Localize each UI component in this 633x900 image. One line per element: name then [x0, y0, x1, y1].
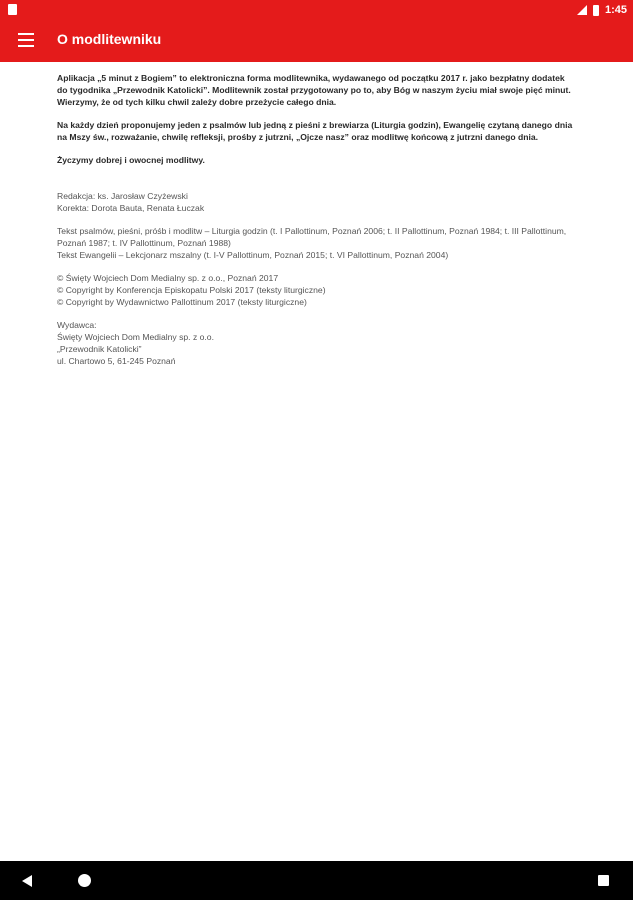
notification-icon: [8, 4, 17, 15]
recent-apps-icon[interactable]: [598, 875, 609, 886]
copyright-line: © Copyright by Konferencja Episkopatu Polski 2017 (teksty liturgiczne): [57, 285, 326, 295]
app-bar: [0, 20, 633, 62]
copyright-block: [57, 272, 577, 308]
sources-block: [57, 225, 577, 261]
navigation-bar: [0, 861, 633, 900]
battery-icon: [593, 5, 599, 16]
signal-icon: [577, 5, 587, 15]
intro-paragraph: Aplikacja „5 minut z Bogiem” to elektroniczna forma modlitewnika, wydawanego od początku 2017 r. jako bezpłatny dodatek do tygodnika „Przewodnik Katolicki”. Modlitewnik został przygotowany po to, aby Bóg w naszym życiu miał swoje pięć minut. Wierzymy, że od tych kilku chwil zależy dobre przeżycie całego dnia.: [57, 73, 571, 107]
hamburger-menu-icon[interactable]: [18, 33, 34, 47]
status-time: 1:45: [604, 4, 627, 16]
home-icon[interactable]: [78, 874, 91, 887]
publisher-label: Wydawca:: [57, 320, 97, 330]
editor-line: Redakcja: ks. Jarosław Czyżewski: [57, 191, 188, 201]
page-title: O modlitewniku: [57, 31, 162, 47]
copyright-line: © Copyright by Wydawnictwo Pallottinum 2017 (teksty liturgiczne): [57, 297, 307, 307]
gospel-source-line: Tekst Ewangelii – Lekcjonarz mszalny (t. I-V Pallottinum, Poznań 2015; t. VI Pallottinum, Poznań 2004): [57, 250, 449, 260]
status-bar: [0, 0, 633, 20]
editorial-block: [57, 190, 577, 214]
psalms-source-line: Tekst psalmów, pieśni, próśb i modlitw – Liturgia godzin (t. I Pallottinum, Poznań 2006; t. II Pallottinum, Poznań 1984; t. III Pallottinum, Poznań 1987; t. IV Pallottinum, Poznań 1988): [57, 226, 567, 248]
back-icon[interactable]: [22, 875, 32, 887]
publisher-name: Święty Wojciech Dom Medialny sp. z o.o.: [57, 332, 214, 342]
proofreading-line: Korekta: Dorota Bauta, Renata Łuczak: [57, 203, 205, 213]
publisher-address: ul. Chartowo 5, 61-245 Poznań: [57, 356, 176, 366]
publisher-magazine: „Przewodnik Katolicki”: [57, 344, 142, 354]
copyright-line: © Święty Wojciech Dom Medialny sp. z o.o., Poznań 2017: [57, 273, 279, 283]
about-content: [57, 72, 577, 378]
daily-content-paragraph: Na każdy dzień proponujemy jeden z psalmów lub jedną z pieśni z brewiarza (Liturgia godzin), Ewangelię czytaną danego dnia na Mszy św., rozważanie, chwilę refleksji, prośby z jutrzni, „Ojcze nasz” oraz modlitwę końcową z jutrzni danego dnia.: [57, 120, 573, 142]
publisher-block: [57, 319, 577, 367]
status-icons: [577, 2, 627, 18]
wishes-paragraph: Życzymy dobrej i owocnej modlitwy.: [57, 155, 205, 165]
